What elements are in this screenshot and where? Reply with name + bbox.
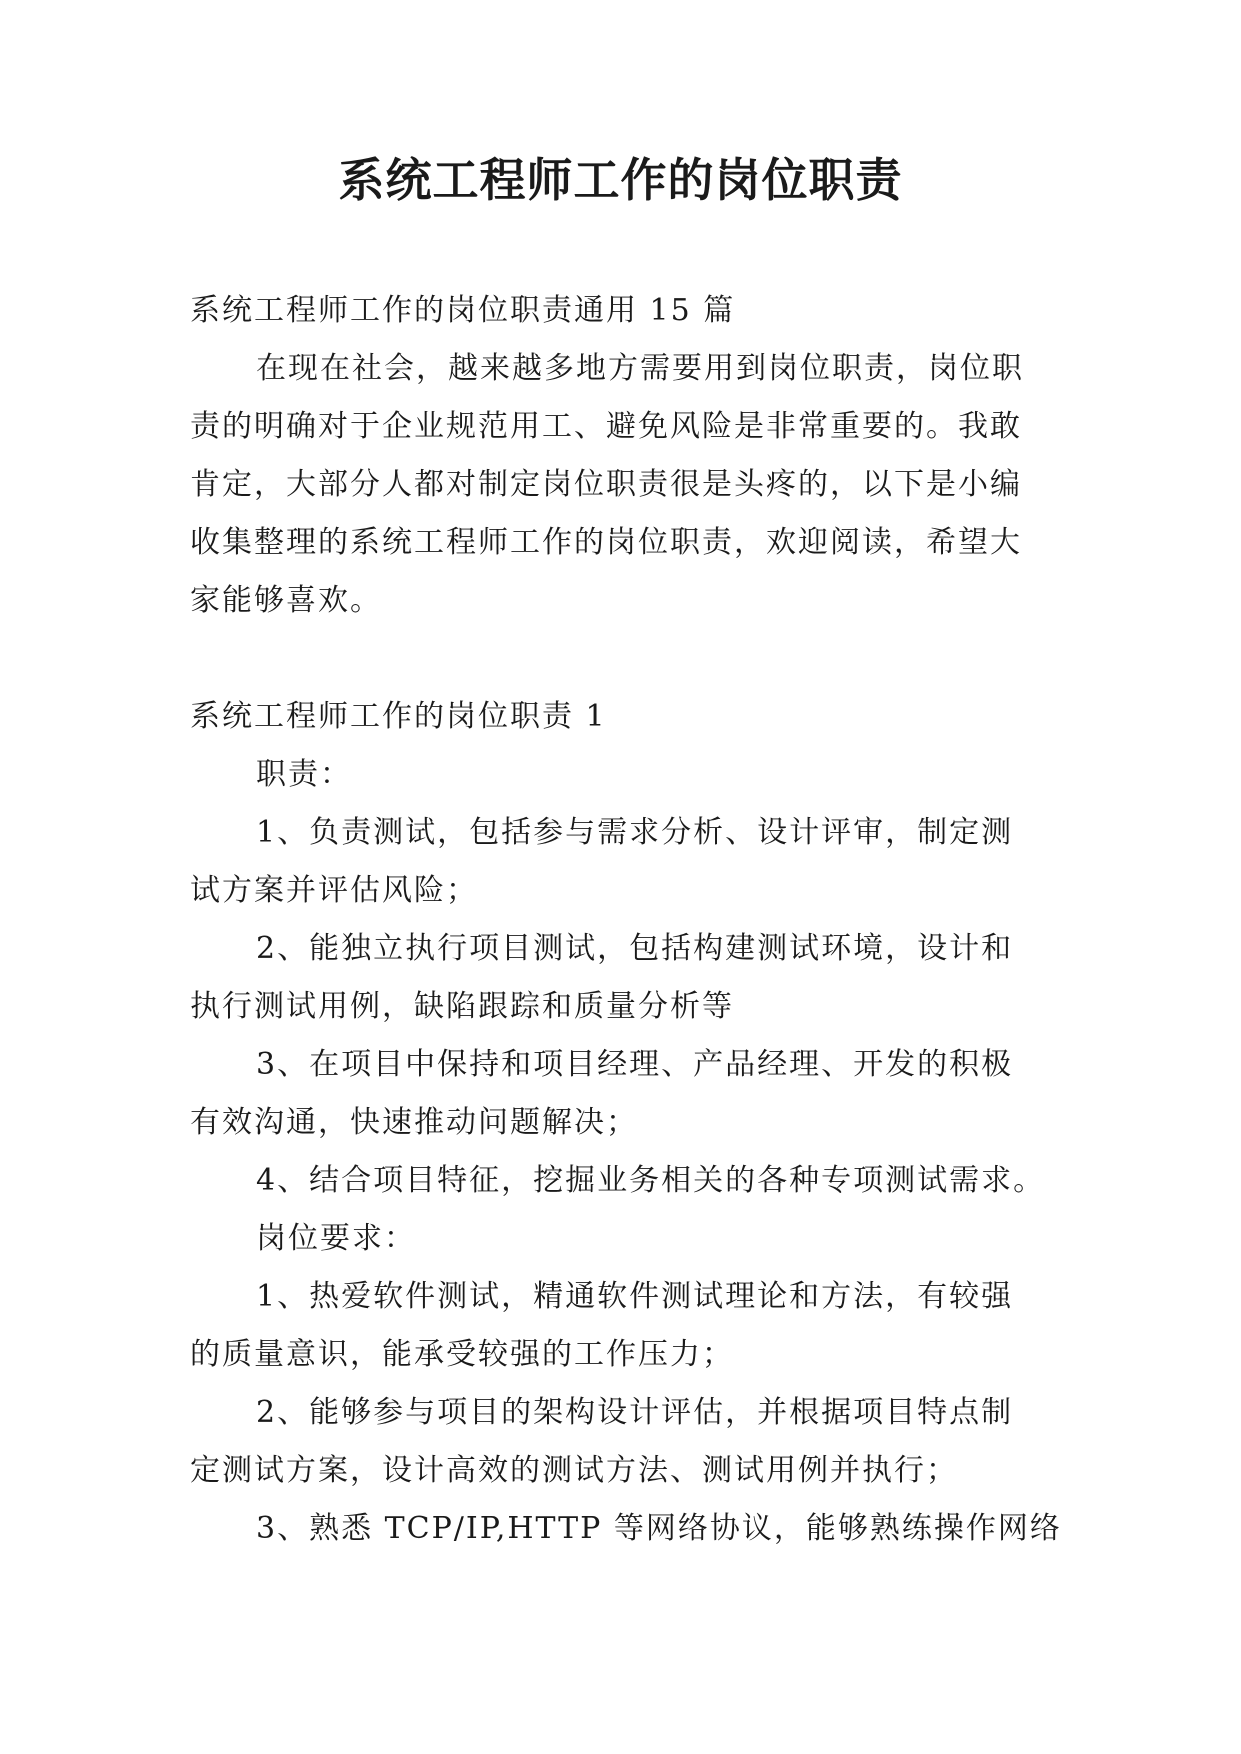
body-line: 的质量意识，能承受较强的工作压力； xyxy=(190,1337,734,1372)
page-title: 系统工程师工作的岗位职责 xyxy=(338,153,903,207)
body-line: 有效沟通，快速推动问题解决； xyxy=(190,1105,638,1140)
body-line: 岗位要求： xyxy=(256,1221,416,1256)
body-line: 执行测试用例，缺陷跟踪和质量分析等 xyxy=(190,989,734,1024)
body-line: 职责： xyxy=(256,757,352,792)
body-line: 在现在社会，越来越多地方需要用到岗位职责，岗位职 xyxy=(256,351,1024,386)
body-line: 肯定，大部分人都对制定岗位职责很是头疼的，以下是小编 xyxy=(190,467,1022,502)
body-line: 3、熟悉 TCP/IP,HTTP 等网络协议，能够熟练操作网络 xyxy=(256,1511,1062,1546)
body-line: 3、在项目中保持和项目经理、产品经理、开发的积极 xyxy=(256,1047,1014,1082)
body-line: 试方案并评估风险； xyxy=(190,873,478,908)
body-line: 4、结合项目特征，挖掘业务相关的各种专项测试需求。 xyxy=(256,1163,1046,1198)
body-line: 家能够喜欢。 xyxy=(190,583,382,618)
body-line: 1、热爱软件测试，精通软件测试理论和方法，有较强 xyxy=(256,1279,1014,1314)
body-line: 收集整理的系统工程师工作的岗位职责，欢迎阅读，希望大 xyxy=(190,525,1022,560)
body-line: 定测试方案，设计高效的测试方法、测试用例并执行； xyxy=(190,1453,958,1488)
section-heading: 系统工程师工作的岗位职责 1 xyxy=(190,699,607,734)
body-line: 责的明确对于企业规范用工、避免风险是非常重要的。我敢 xyxy=(190,409,1022,444)
body-line: 1、负责测试，包括参与需求分析、设计评审，制定测 xyxy=(256,815,1014,850)
body-line: 系统工程师工作的岗位职责通用 15 篇 xyxy=(190,293,736,328)
body-line: 2、能够参与项目的架构设计评估，并根据项目特点制 xyxy=(256,1395,1014,1430)
body-line: 2、能独立执行项目测试，包括构建测试环境，设计和 xyxy=(256,931,1014,966)
